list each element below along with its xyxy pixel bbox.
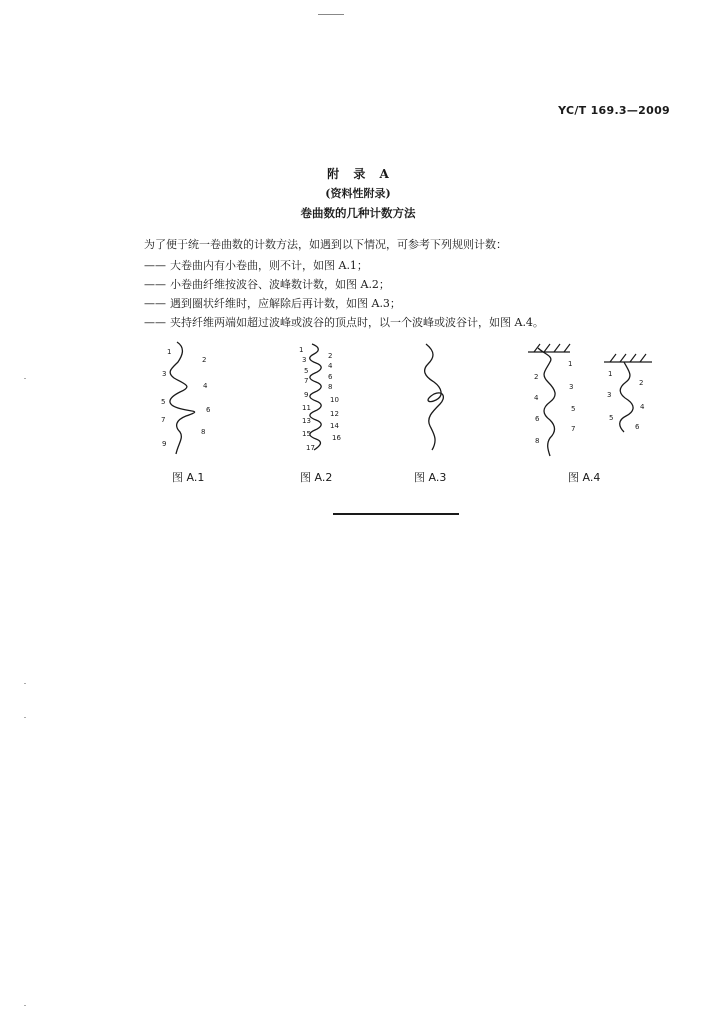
scan-speck xyxy=(24,1005,26,1006)
fig-a4-left-label: 4 xyxy=(534,394,539,402)
top-scan-mark xyxy=(318,14,344,15)
fig-a4-right-label: 1 xyxy=(608,370,613,378)
fig-a1-label: 7 xyxy=(161,416,166,424)
fig-a2-label: 14 xyxy=(330,422,339,430)
fig-a2-label: 16 xyxy=(332,434,341,442)
fig-a1-label: 6 xyxy=(206,406,211,414)
figure-a2 xyxy=(296,340,356,460)
fig-a1-label: 4 xyxy=(203,382,208,390)
clamp-hatch xyxy=(534,344,540,352)
fig-a4-left-label: 8 xyxy=(535,437,540,445)
fig-a2-label: 3 xyxy=(302,356,307,364)
item-dash: —— xyxy=(144,278,166,291)
rule-item xyxy=(144,295,401,311)
figure-a4-caption: 图 A.4 xyxy=(568,471,601,484)
figure-a2-caption: 图 A.2 xyxy=(300,471,333,484)
fig-a2-label: 6 xyxy=(328,373,333,381)
fig-a2-label: 12 xyxy=(330,410,339,418)
fig-a1-label: 3 xyxy=(162,370,167,378)
item-dash: —— xyxy=(144,259,166,272)
rule-item xyxy=(144,276,390,292)
item-text: 小卷曲纤维按波谷、波峰数计数，如图 A.2； xyxy=(170,278,390,291)
fig-a4-left-label: 2 xyxy=(534,373,539,381)
fig-a1-label: 2 xyxy=(202,356,207,364)
fig-a2-label: 1 xyxy=(299,346,304,354)
fig-a1-label: 1 xyxy=(167,348,172,356)
rule-item xyxy=(144,314,544,330)
fiber-curve xyxy=(170,342,195,454)
fig-a2-label: 13 xyxy=(302,417,311,425)
scan-speck xyxy=(24,683,26,684)
fig-a2-label: 2 xyxy=(328,352,333,360)
annex-title: 附 录 A xyxy=(327,167,389,181)
fig-a1-label: 8 xyxy=(201,428,206,436)
fiber-curve xyxy=(538,348,555,456)
fig-a4-right-label: 6 xyxy=(635,423,640,431)
item-text: 大卷曲内有小卷曲，则不计，如图 A.1； xyxy=(170,259,368,272)
clamp-hatch xyxy=(610,354,616,362)
standard-number: YC/T 169.3—2009 xyxy=(558,104,670,117)
fig-a4-right-label: 4 xyxy=(640,403,645,411)
figure-a1 xyxy=(150,336,230,461)
scan-speck xyxy=(24,717,26,718)
clamp-hatch xyxy=(630,354,636,362)
fig-a1-label: 5 xyxy=(161,398,166,406)
figure-a3-caption: 图 A.3 xyxy=(414,471,447,484)
clamp-hatch xyxy=(620,354,626,362)
fiber-curve xyxy=(620,362,633,432)
scan-speck xyxy=(24,378,26,379)
fig-a4-left-label: 3 xyxy=(569,383,574,391)
fig-a4-left-label: 7 xyxy=(571,425,576,433)
figure-a3 xyxy=(410,340,460,460)
fig-a2-label: 8 xyxy=(328,383,333,391)
figure-a4 xyxy=(520,340,660,460)
clamp-hatch xyxy=(564,344,570,352)
fig-a2-label: 11 xyxy=(302,404,311,412)
fig-a2-label: 10 xyxy=(330,396,339,404)
fiber-curve xyxy=(425,344,444,450)
fig-a2-label: 17 xyxy=(306,444,315,452)
fig-a1-label: 9 xyxy=(162,440,167,448)
fig-a4-left-label: 5 xyxy=(571,405,576,413)
item-dash: —— xyxy=(144,316,166,329)
clamp-hatch xyxy=(554,344,560,352)
fig-a2-label: 15 xyxy=(302,430,311,438)
clamp-hatch xyxy=(544,344,550,352)
fig-a2-label: 7 xyxy=(304,377,309,385)
fig-a4-left-label: 1 xyxy=(568,360,573,368)
figure-a1-caption: 图 A.1 xyxy=(172,471,205,484)
rule-item xyxy=(144,257,368,273)
intro-paragraph: 为了便于统一卷曲数的计数方法，如遇到以下情况，可参考下列规则计数： xyxy=(144,238,507,251)
end-rule xyxy=(333,513,459,515)
fig-a4-left-label: 6 xyxy=(535,415,540,423)
fig-a4-right-label: 2 xyxy=(639,379,644,387)
fig-a2-label: 4 xyxy=(328,362,333,370)
fig-a2-label: 5 xyxy=(304,367,309,375)
annex-heading: 卷曲数的几种计数方法 xyxy=(300,206,416,220)
fig-a2-label: 9 xyxy=(304,391,309,399)
item-text: 遇到圈状纤维时，应解除后再计数，如图 A.3； xyxy=(170,297,401,310)
item-text: 夹持纤维两端如超过波峰或波谷的顶点时，以一个波峰或波谷计，如图 A.4。 xyxy=(170,316,544,329)
fiber-curve xyxy=(310,344,321,450)
fig-a4-right-label: 5 xyxy=(609,414,614,422)
annex-subtitle: (资料性附录) xyxy=(325,187,391,200)
clamp-hatch xyxy=(640,354,646,362)
fig-a4-right-label: 3 xyxy=(607,391,612,399)
item-dash: —— xyxy=(144,297,166,310)
